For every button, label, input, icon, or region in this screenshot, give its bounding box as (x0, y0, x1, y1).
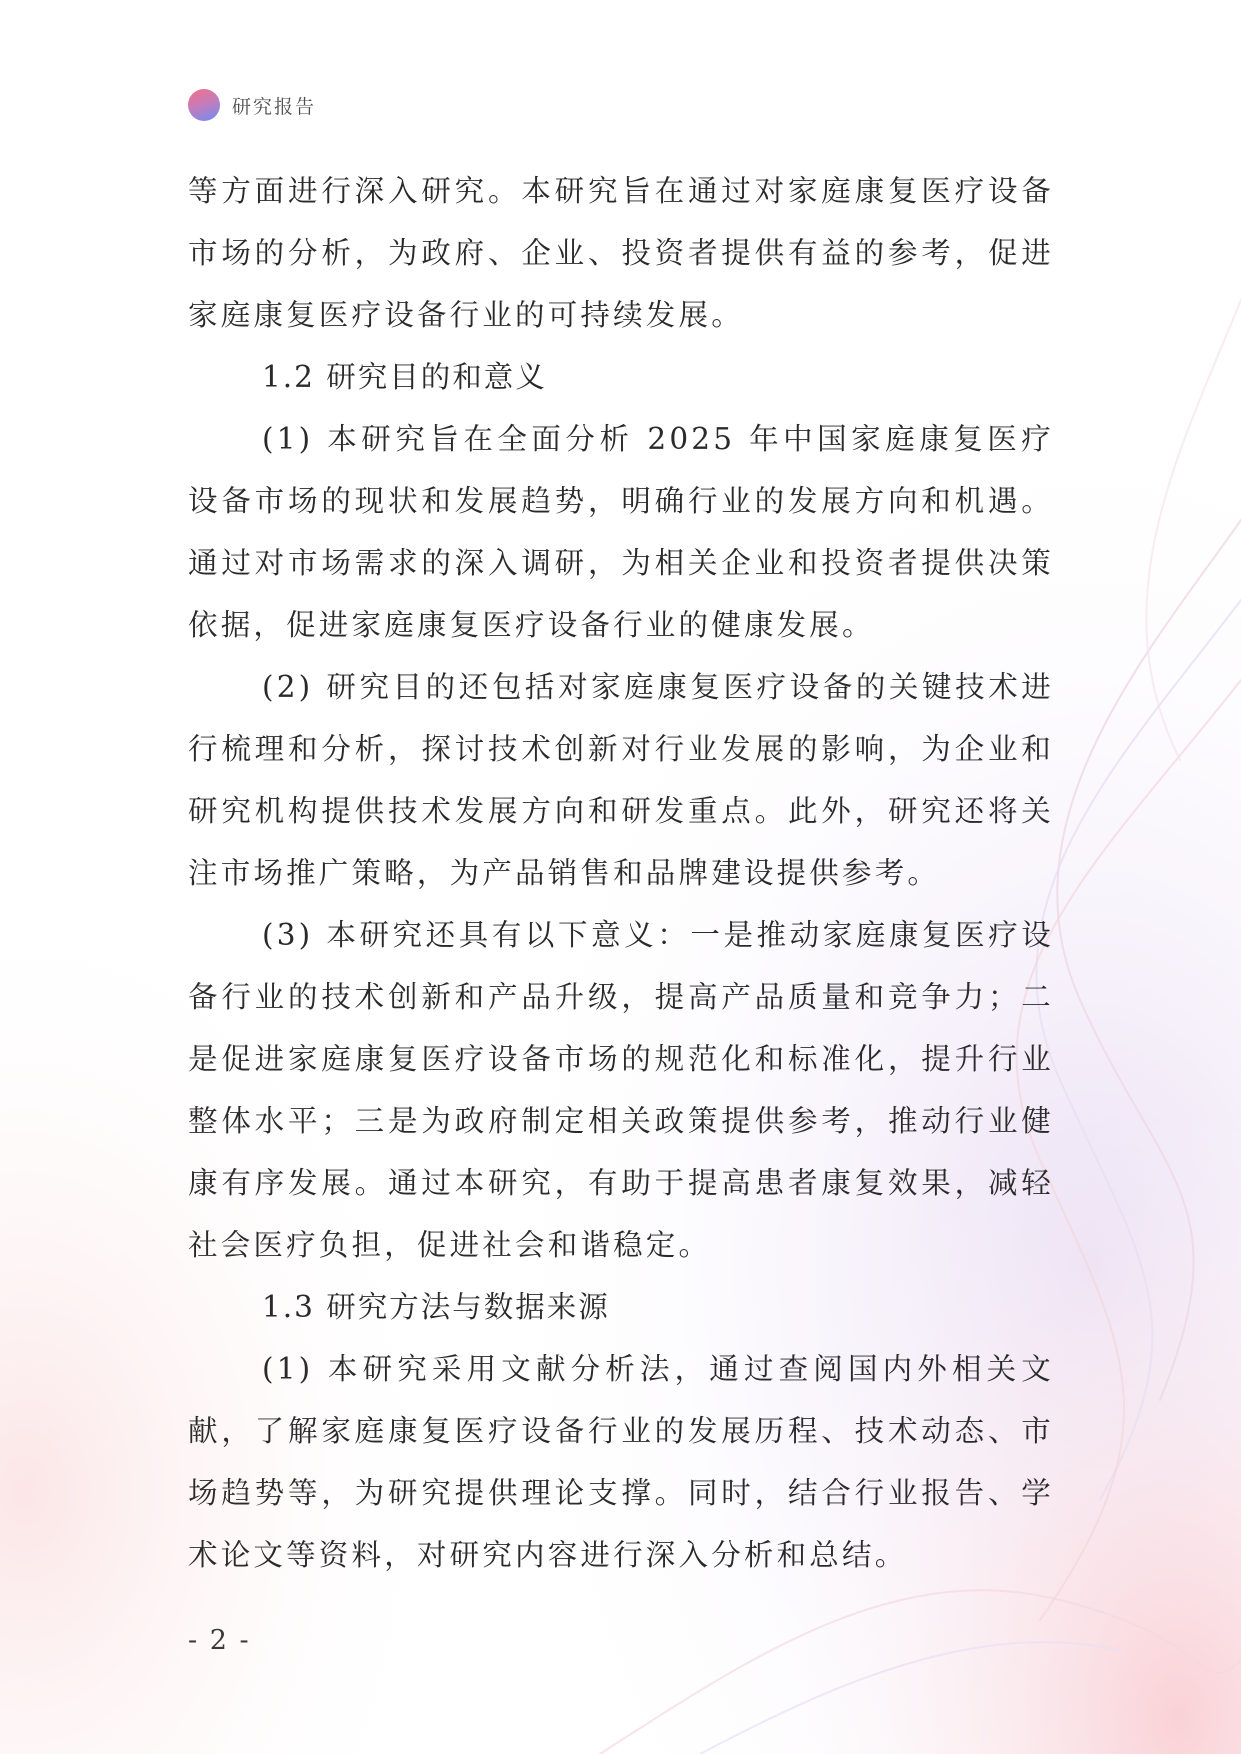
section-heading-1-2: 1.2 研究目的和意义 (262, 360, 547, 394)
page-number: - 2 - (188, 1625, 251, 1656)
document-body (188, 160, 1054, 1586)
paragraph-1-3-item-1: (1) 本研究采用文献分析法，通过查阅国内外相关文献，了解家庭康复医疗设备行业的发展历程、技术动态、市场趋势等，为研究提供理论支撑。同时，结合行业报告、学术论文等资料，对研究内容进行深入分析和总结。 (188, 1352, 1054, 1572)
paragraph-continuation: 等方面进行深入研究。本研究旨在通过对家庭康复医疗设备市场的分析，为政府、企业、投资者提供有益的参考，促进家庭康复医疗设备行业的可持续发展。 (188, 174, 1054, 332)
header-title: 研究报告 (232, 95, 317, 118)
report-header (188, 89, 316, 121)
paragraph-1-2-item-3: (3) 本研究还具有以下意义：一是推动家庭康复医疗设备行业的技术创新和产品升级，提高产品质量和竞争力；二是促进家庭康复医疗设备市场的规范化和标准化，提升行业整体水平；三是为政府制定相关政策提供参考，推动行业健康有序发展。通过本研究，有助于提高患者康复效果，减轻社会医疗负担，促进社会和谐稳定。 (188, 918, 1054, 1262)
logo-icon (188, 89, 220, 121)
section-heading-1-3: 1.3 研究方法与数据来源 (262, 1290, 610, 1324)
paragraph-1-2-item-1: (1) 本研究旨在全面分析 2025 年中国家庭康复医疗设备市场的现状和发展趋势，明确行业的发展方向和机遇。通过对市场需求的深入调研，为相关企业和投资者提供决策依据，促进家庭康复医疗设备行业的健康发展。 (188, 422, 1054, 642)
paragraph-1-2-item-2: (2) 研究目的还包括对家庭康复医疗设备的关键技术进行梳理和分析，探讨技术创新对行业发展的影响，为企业和研究机构提供技术发展方向和研发重点。此外，研究还将关注市场推广策略，为产品销售和品牌建设提供参考。 (188, 670, 1054, 890)
